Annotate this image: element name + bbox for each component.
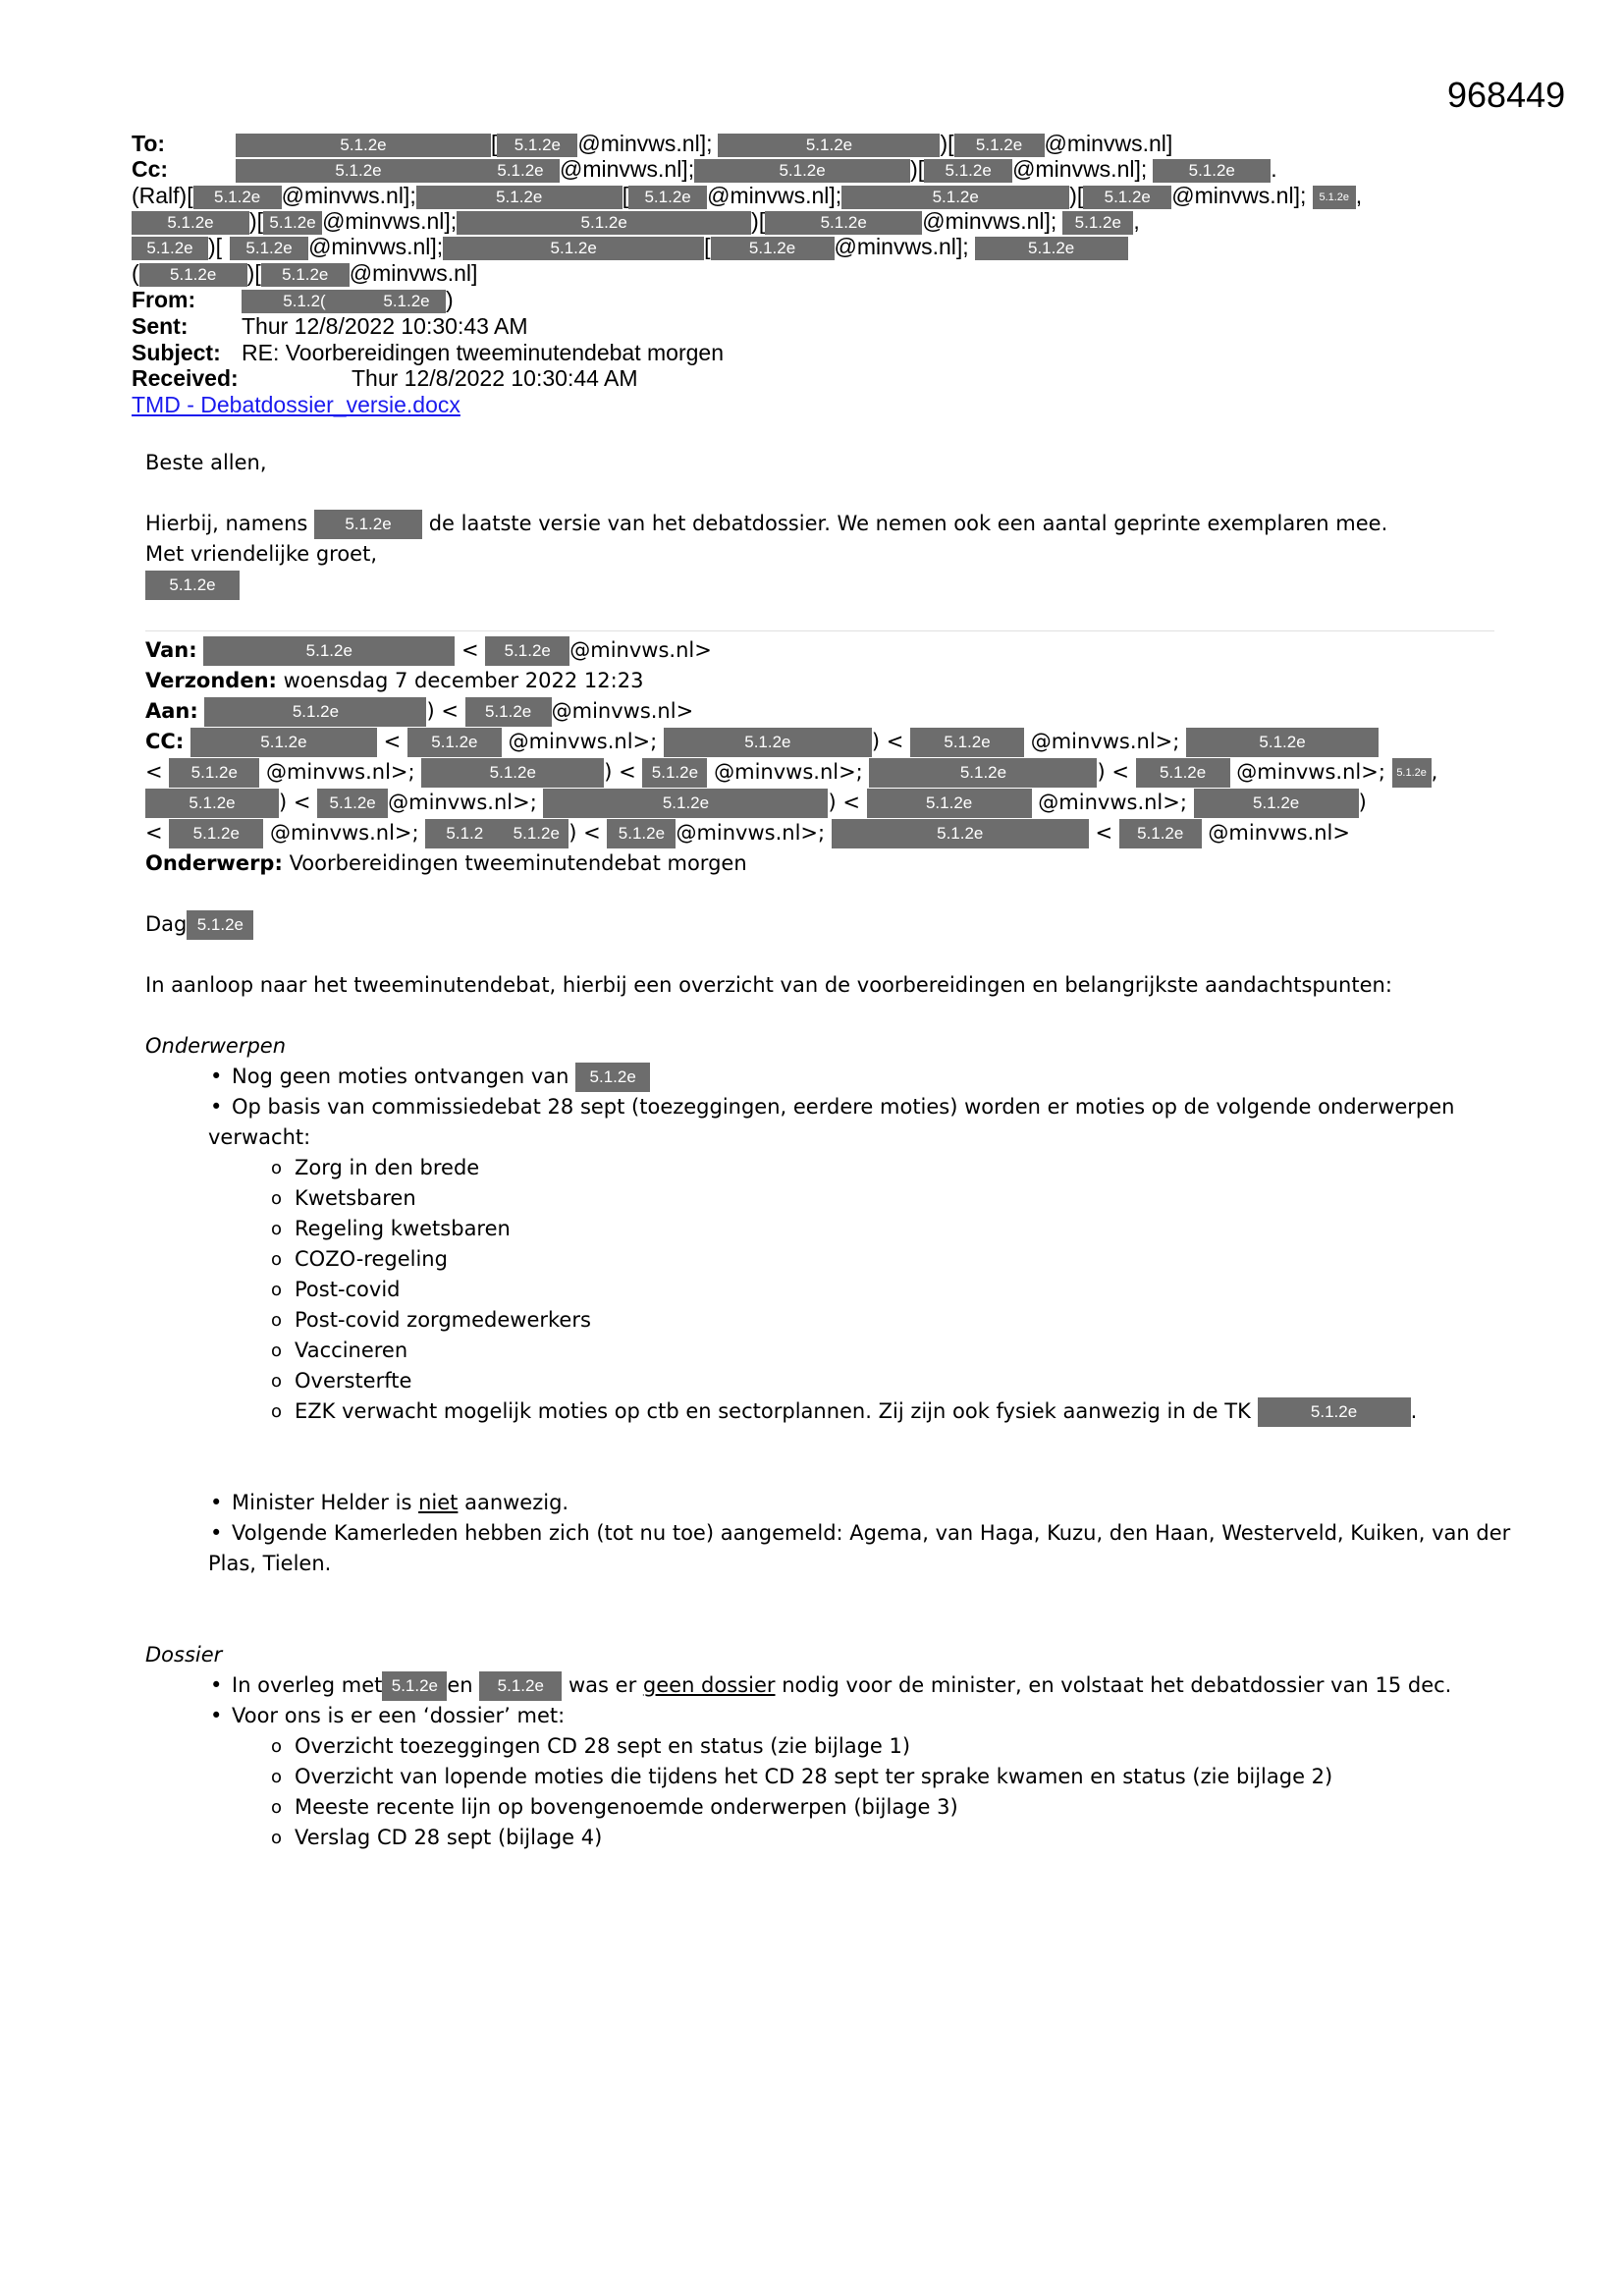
reply-line-1: Hierbij, namens 5.1.2e de laatste versie van het debatdossier. We nemen ook een aantal geprinte exemplaren mee. [145, 509, 1387, 539]
redaction: 5.1.2e [711, 237, 835, 260]
redaction: 5.1.2e [145, 789, 279, 818]
reply-closing: Met vriendelijke groet, [145, 542, 378, 566]
from-line: From: 5.1.2( 5.1.2e ) [132, 287, 454, 312]
redaction: 5.1.2e [481, 159, 560, 183]
received-line [132, 365, 638, 391]
verzonden-line: Verzonden: woensdag 7 december 2022 12:23 [145, 669, 644, 692]
redaction: 5.1.2e [1062, 211, 1133, 235]
list-item: • In overleg met 5.1.2e en 5.1.2e was er geen dossier nodig voor de minister, en volstaat het debatdossier van 15 dec. [145, 1670, 1510, 1701]
redaction: 5.1.2e [204, 697, 426, 727]
list-item: o Regeling kwetsbaren [145, 1214, 1510, 1244]
redaction: 5.1.2( [242, 290, 367, 313]
topics-list [145, 1153, 1510, 1427]
original-greeting: Dag 5.1.2e [145, 909, 1510, 940]
redaction: 5.1.2e [261, 263, 350, 287]
redaction: 5.1.2e [575, 1063, 650, 1092]
list-item: • Voor ons is er een ‘dossier’ met: [145, 1701, 1510, 1731]
redaction: 5.1.2e [367, 290, 446, 313]
bullet-wrap: Plas, Tielen. [208, 1552, 332, 1575]
dossier-items-list [145, 1731, 1510, 1853]
list-item: o Post-covid [145, 1275, 1510, 1305]
list-item: o Kwetsbaren [145, 1183, 1510, 1214]
cc-line-3: 5.1.2e ) < 5.1.2e @minvws.nl>; 5.1.2e ) < 5.1.2e @minvws.nl>; 5.1.2e ) [145, 788, 1437, 818]
redaction: 5.1.2e [628, 186, 707, 209]
redaction: 5.1.2e [765, 211, 922, 235]
reply-body [145, 448, 1387, 600]
subject-value: RE: Voorbereidingen tweeminutendebat morgen [242, 340, 724, 365]
received-value: Thur 12/8/2022 10:30:44 AM [352, 365, 638, 391]
list-item: • Minister Helder is niet aanwezig. [145, 1488, 1510, 1518]
sent-line [132, 313, 528, 339]
aan-line: Aan: 5.1.2e ) < 5.1.2e @minvws.nl> [145, 696, 1437, 727]
original-body [145, 909, 1510, 1853]
redaction: 5.1.2e [169, 758, 259, 788]
onderwerp-line: Onderwerp: Voorbereidingen tweeminutendebat morgen [145, 851, 747, 875]
cc-label: Cc: [132, 156, 169, 182]
redaction: 5.1.2e [664, 728, 872, 757]
section-dossier-title: Dossier [145, 1643, 223, 1667]
cc-line-4: 5.1.2e )[ 5.1.2e @minvws.nl]; 5.1.2e [ 5.1.2e @minvws.nl]; 5.1.2e [132, 234, 1128, 260]
list-item: o Verslag CD 28 sept (bijlage 4) [145, 1823, 1510, 1853]
redaction: 5.1.2e [203, 636, 455, 666]
redaction: 5.1.2e [132, 211, 249, 235]
attachment-line [132, 392, 460, 417]
list-item: o Oversterfte [145, 1366, 1510, 1396]
cc-line-5: ( 5.1.2e )[ 5.1.2e @minvws.nl] [132, 260, 478, 286]
redaction: 5.1.2e [975, 237, 1128, 260]
list-item: o Zorg in den brede [145, 1153, 1510, 1183]
list-item: o Overzicht van lopende moties die tijdens het CD 28 sept ter sprake kwamen en status (zie bijlage 2) [145, 1762, 1510, 1792]
redaction: 5.1.2e [139, 263, 247, 287]
sent-label: Sent: [132, 313, 189, 339]
redaction: 5.1.2 [425, 819, 504, 848]
redaction: 5.1.2e [314, 510, 422, 539]
redaction: 5.1.2e [543, 789, 828, 818]
van-line: Van: 5.1.2e < 5.1.2e @minvws.nl> [145, 635, 1437, 666]
list-item: o Vaccineren [145, 1336, 1510, 1366]
list-item: o Overzicht toezeggingen CD 28 sept en status (zie bijlage 1) [145, 1731, 1510, 1762]
original-header [145, 635, 1437, 879]
separator [145, 630, 1494, 631]
list-item: • Volgende Kamerleden hebben zich (tot nu toe) aangemeld: Agema, van Haga, Kuzu, den Haan, Westerveld, Kuiken, van der [145, 1518, 1510, 1549]
redaction: 5.1.2e [382, 1671, 447, 1701]
redaction: 5.1.2e [169, 819, 263, 848]
redaction: 5.1.2e [869, 758, 1097, 788]
redaction: 5.1.2e [1392, 758, 1432, 788]
dossier-list [145, 1670, 1510, 1731]
list-item: o EZK verwacht mogelijk moties op ctb en sectorplannen. Zij zijn ook fysiek aanwezig in de TK 5.1.2e . [145, 1396, 1510, 1427]
redaction: 5.1.2e [841, 186, 1069, 209]
list-item: • Nog geen moties ontvangen van 5.1.2e [145, 1062, 1510, 1092]
redaction: 5.1.2e [504, 819, 568, 848]
cc-line-2: < 5.1.2e @minvws.nl>; 5.1.2e ) < 5.1.2e @minvws.nl>; 5.1.2e ) < 5.1.2e @minvws.nl>; 5.1.2e , [145, 757, 1437, 788]
redaction: 5.1.2e [443, 237, 704, 260]
redaction: 5.1.2e [832, 819, 1089, 848]
redaction: 5.1.2e [1153, 159, 1271, 183]
redaction: 5.1.2e [497, 134, 577, 157]
redaction: 5.1.2e [694, 159, 910, 183]
redaction: 5.1.2e [1194, 789, 1359, 818]
redaction: 5.1.2e [1083, 186, 1171, 209]
list-item: o Meeste recente lijn op bovengenoemde onderwerpen (bijlage 3) [145, 1792, 1510, 1823]
redaction: 5.1.2e [924, 159, 1012, 183]
redaction: 5.1.2e [718, 134, 940, 157]
redaction: 5.1.2e [1119, 819, 1202, 848]
redaction: 5.1.2e [910, 728, 1024, 757]
redaction: 5.1.2e [132, 237, 208, 260]
reply-greeting: Beste allen, [145, 451, 267, 474]
cc-line: CC: 5.1.2e < 5.1.2e @minvws.nl>; 5.1.2e ) < 5.1.2e @minvws.nl>; 5.1.2e [145, 727, 1437, 757]
redaction: 5.1.2e [465, 697, 552, 727]
redaction: 5.1.2e [1313, 186, 1356, 209]
cc-line-4: < 5.1.2e @minvws.nl>; 5.1.2 5.1.2e ) < 5.1.2e @minvws.nl>; 5.1.2e < 5.1.2e @minvws.nl> [145, 818, 1437, 848]
attachment-link[interactable]: TMD - Debatdossier_versie.docx [132, 392, 460, 417]
cc-line-3: 5.1.2e )[ 5.1.2e @minvws.nl]; 5.1.2e )[ 5.1.2e @minvws.nl]; 5.1.2e , [132, 208, 1140, 235]
redaction: 5.1.2e [416, 186, 623, 209]
redaction: 5.1.2e [263, 211, 322, 235]
redaction: 5.1.2e [954, 134, 1045, 157]
redaction: 5.1.2e [457, 211, 751, 235]
list-item: • Op basis van commissiedebat 28 sept (toezeggingen, eerdere moties) worden er moties op de volgende onderwerpen [145, 1092, 1510, 1122]
redaction: 5.1.2e [187, 910, 253, 940]
subject-line [132, 340, 724, 365]
cc-line-2: (Ralf)[ 5.1.2e @minvws.nl]; 5.1.2e [ 5.1.2e @minvws.nl]; 5.1.2e )[ 5.1.2e @minvws.nl]; 5.1.2e , [132, 183, 1363, 208]
redaction: 5.1.2e [1258, 1397, 1411, 1427]
document-number: 968449 [1447, 75, 1566, 115]
received-label: Received: [132, 365, 239, 391]
redaction: 5.1.2e [421, 758, 604, 788]
list-item: o COZO-regeling [145, 1244, 1510, 1275]
redaction: 5.1.2e [479, 1671, 562, 1701]
redaction: 5.1.2e [1186, 728, 1379, 757]
redaction: 5.1.2e [236, 159, 481, 183]
to-label: To: [132, 131, 166, 156]
cc-line-1: Cc: 5.1.2e 5.1.2e @minvws.nl]; 5.1.2e )[ 5.1.2e @minvws.nl]; 5.1.2e . [132, 156, 1277, 182]
redaction: 5.1.2e [145, 571, 240, 600]
redaction: 5.1.2e [190, 728, 377, 757]
redaction: 5.1.2e [317, 789, 388, 818]
list-item: o Post-covid zorgmedewerkers [145, 1305, 1510, 1336]
redaction: 5.1.2e [407, 728, 502, 757]
redaction: 5.1.2e [642, 758, 707, 788]
subject-label: Subject: [132, 340, 221, 365]
redaction: 5.1.2e [1136, 758, 1230, 788]
redaction: 5.1.2e [867, 789, 1032, 818]
attendance-list [145, 1488, 1510, 1549]
redaction: 5.1.2e [485, 636, 569, 666]
redaction: 5.1.2e [230, 237, 308, 260]
redaction: 5.1.2e [236, 134, 491, 157]
to-line: To: 5.1.2e [ 5.1.2e @minvws.nl]; 5.1.2e )[ 5.1.2e @minvws.nl] [132, 131, 1173, 156]
sent-value: Thur 12/8/2022 10:30:43 AM [242, 313, 528, 339]
section-onderwerpen-title: Onderwerpen [145, 1034, 287, 1058]
redaction: 5.1.2e [607, 819, 676, 848]
onderwerpen-list [145, 1062, 1510, 1122]
bullet-wrap: verwacht: [208, 1125, 311, 1149]
redaction: 5.1.2e [193, 186, 282, 209]
from-label: From: [132, 287, 196, 312]
original-intro: In aanloop naar het tweeminutendebat, hierbij een overzicht van de voorbereidingen en belangrijkste aandachtspunten: [145, 973, 1392, 997]
